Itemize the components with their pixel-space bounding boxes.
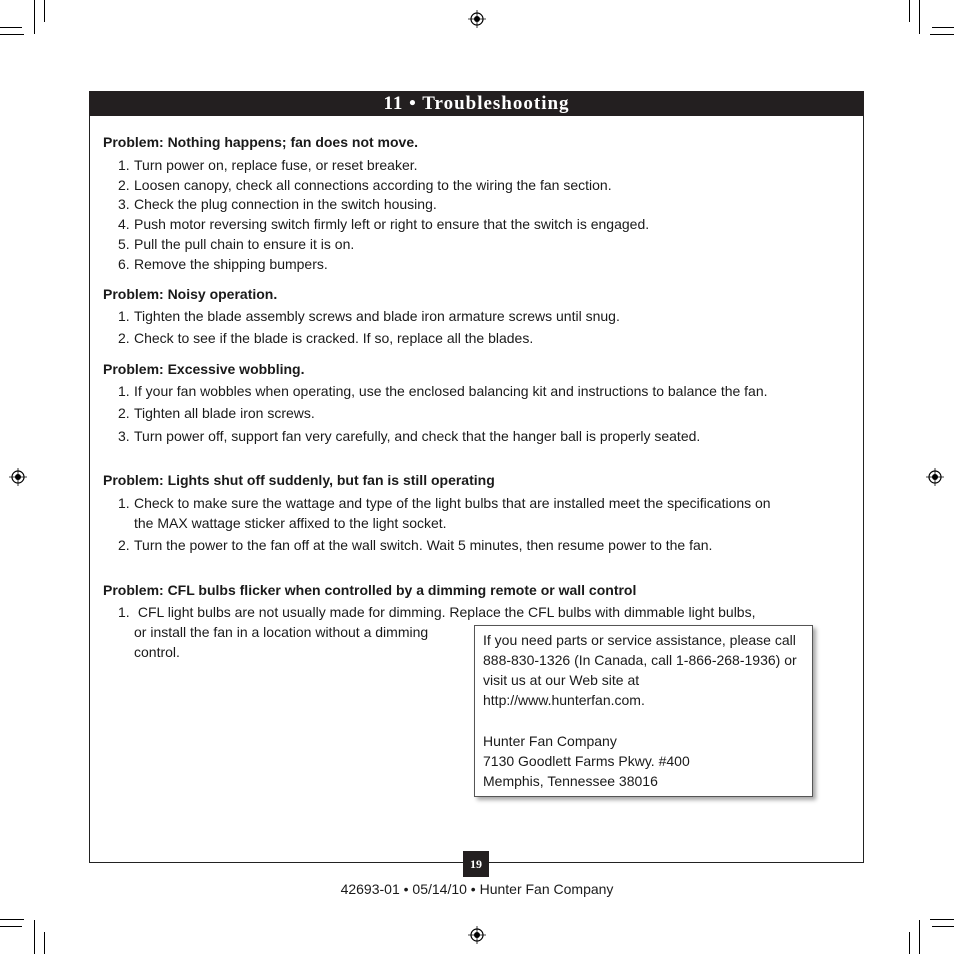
list-item xyxy=(118,256,328,272)
registration-mark-icon xyxy=(926,468,944,486)
item-text: Tighten all blade iron screws. xyxy=(134,405,315,421)
company-name: Hunter Fan Company xyxy=(483,733,617,749)
crop-mark xyxy=(44,932,45,954)
crop-mark xyxy=(0,34,24,35)
registration-mark-icon xyxy=(468,926,486,944)
item-text: Turn power off, support fan very carefully, and check that the hanger ball is properly seated. xyxy=(134,428,701,444)
list-item xyxy=(118,236,354,252)
problem-heading: Problem: Excessive wobbling. xyxy=(103,361,305,377)
list-item-continuation: or install the fan in a location without a dimming xyxy=(134,624,429,640)
problem-heading: Problem: Lights shut off suddenly, but fan is still operating xyxy=(103,472,495,488)
crop-mark xyxy=(930,919,954,920)
item-number: 1. xyxy=(118,308,130,324)
item-number: 2. xyxy=(118,177,130,193)
item-text: Check to make sure the wattage and type of the light bulbs that are installed meet the specifications on xyxy=(134,495,771,511)
crop-mark xyxy=(932,926,954,927)
website-link[interactable]: http://www.hunterfan.com. xyxy=(483,692,645,708)
item-text: Pull the pull chain to ensure it is on. xyxy=(134,236,355,252)
item-text: Push motor reversing switch firmly left or right to ensure that the switch is engaged. xyxy=(134,216,650,232)
item-number: 2. xyxy=(118,405,130,421)
item-text: Turn power on, replace fuse, or reset breaker. xyxy=(134,157,418,173)
item-text: Check to see if the blade is cracked. If so, replace all the blades. xyxy=(134,330,534,346)
list-item xyxy=(118,330,533,346)
list-item xyxy=(118,216,649,232)
crop-mark xyxy=(919,920,920,954)
list-item xyxy=(118,604,755,620)
item-number: 1. xyxy=(118,604,130,620)
item-text: Turn the power to the fan off at the wall switch. Wait 5 minutes, then resume power to the fan. xyxy=(134,537,713,553)
list-item xyxy=(118,308,620,324)
item-number: 1. xyxy=(118,495,130,511)
crop-mark xyxy=(34,0,35,34)
crop-mark xyxy=(0,27,22,28)
registration-mark-icon xyxy=(9,468,27,486)
problem-heading: Problem: CFL bulbs flicker when controlled by a dimming remote or wall control xyxy=(103,582,637,598)
list-item-continuation: the MAX wattage sticker affixed to the light socket. xyxy=(134,515,447,531)
item-number: 2. xyxy=(118,330,130,346)
section-title: 11 • Troubleshooting xyxy=(89,91,864,116)
list-item xyxy=(118,495,771,511)
item-text: Check the plug connection in the switch housing. xyxy=(134,196,437,212)
crop-mark xyxy=(44,0,45,22)
info-text: visit us at our Web site at xyxy=(483,672,640,688)
item-number: 3. xyxy=(118,428,130,444)
info-text: If you need parts or service assistance, please call xyxy=(483,632,796,648)
item-number: 6. xyxy=(118,256,130,272)
item-text: If your fan wobbles when operating, use the enclosed balancing kit and instructions to balance the fan. xyxy=(134,383,768,399)
crop-mark xyxy=(909,0,910,22)
crop-mark xyxy=(34,920,35,954)
company-city: Memphis, Tennessee 38016 xyxy=(483,773,658,789)
item-text: Tighten the blade assembly screws and blade iron armature screws until snug. xyxy=(134,308,620,324)
list-item xyxy=(118,196,437,212)
list-item-continuation: control. xyxy=(134,644,180,660)
item-number: 4. xyxy=(118,216,130,232)
list-item xyxy=(118,537,712,553)
problem-heading: Problem: Noisy operation. xyxy=(103,286,278,302)
list-item xyxy=(118,405,315,421)
crop-mark xyxy=(909,932,910,954)
crop-mark xyxy=(0,926,22,927)
info-text: 888-830-1326 (In Canada, call 1-866-268-1936) or xyxy=(483,652,797,668)
registration-mark-icon xyxy=(468,10,486,28)
item-text: CFL light bulbs are not usually made for dimming. Replace the CFL bulbs with dimmable light bulbs, xyxy=(134,604,756,620)
list-item xyxy=(118,157,418,173)
item-number: 1. xyxy=(118,383,130,399)
list-item xyxy=(118,383,768,399)
crop-mark xyxy=(930,34,954,35)
list-item xyxy=(118,428,700,444)
item-text: Remove the shipping bumpers. xyxy=(134,256,328,272)
item-number: 5. xyxy=(118,236,130,252)
item-number: 1. xyxy=(118,157,130,173)
crop-mark xyxy=(919,0,920,34)
list-item xyxy=(118,177,612,193)
problem-heading: Problem: Nothing happens; fan does not move. xyxy=(103,134,419,150)
crop-mark xyxy=(0,919,24,920)
item-text: Loosen canopy, check all connections according to the wiring the fan section. xyxy=(134,177,612,193)
item-number: 3. xyxy=(118,196,130,212)
page-number: 19 xyxy=(463,851,489,877)
item-number: 2. xyxy=(118,537,130,553)
crop-mark xyxy=(932,27,954,28)
service-info-box xyxy=(474,625,813,797)
company-address: 7130 Goodlett Farms Pkwy. #400 xyxy=(483,753,690,769)
footer-text: 42693-01 • 05/14/10 • Hunter Fan Company xyxy=(340,881,614,897)
